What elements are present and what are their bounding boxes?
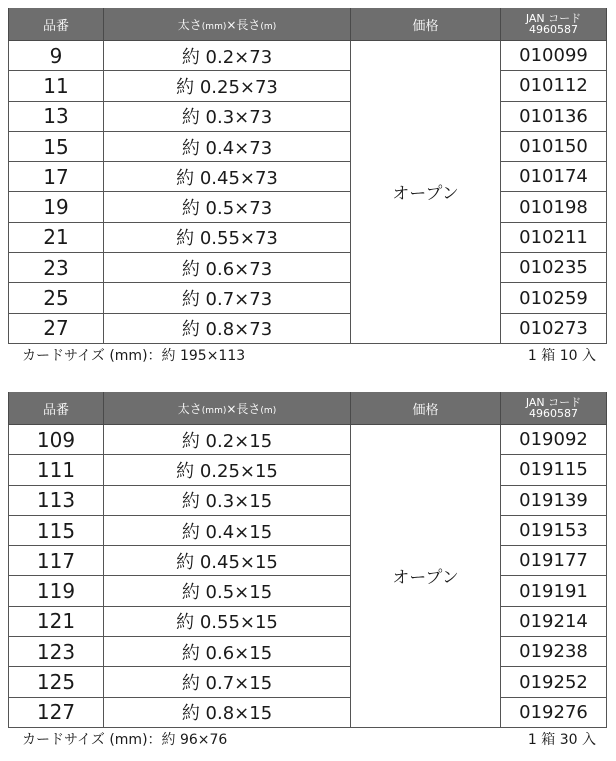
header-price: 価格	[351, 8, 501, 41]
price-cell: オープン	[351, 425, 501, 728]
size-cell: 約 0.4×73	[104, 131, 351, 161]
size-cell: 約 0.55×73	[104, 222, 351, 252]
jan-cell: 010198	[501, 192, 607, 222]
size-cell: 約 0.5×73	[104, 192, 351, 222]
jan-cell: 019177	[501, 546, 607, 576]
table-row	[9, 101, 607, 131]
code-cell: 25	[9, 283, 104, 313]
table-row	[9, 485, 607, 515]
spec-table	[8, 392, 607, 728]
table-row	[9, 576, 607, 606]
code-cell: 125	[9, 667, 104, 697]
pack-quantity-note: 1 箱 10 入	[527, 347, 596, 364]
table-footnote	[8, 344, 606, 368]
table-header-row	[9, 392, 607, 425]
jan-cell: 019252	[501, 667, 607, 697]
jan-cell: 019153	[501, 515, 607, 545]
jan-cell: 019276	[501, 697, 607, 727]
table-row	[9, 71, 607, 101]
jan-cell: 019115	[501, 455, 607, 485]
size-cell: 約 0.45×15	[104, 546, 351, 576]
table-row	[9, 606, 607, 636]
table-row	[9, 546, 607, 576]
header-size: 太さ(mm)×長さ(m)	[104, 8, 351, 41]
table-row	[9, 41, 607, 71]
header-price: 価格	[351, 392, 501, 425]
jan-cell: 019092	[501, 425, 607, 455]
code-cell: 127	[9, 697, 104, 727]
table-row	[9, 455, 607, 485]
jan-cell: 010136	[501, 101, 607, 131]
table-row	[9, 162, 607, 192]
size-cell: 約 0.6×15	[104, 637, 351, 667]
code-cell: 109	[9, 425, 104, 455]
size-cell: 約 0.25×73	[104, 71, 351, 101]
code-cell: 111	[9, 455, 104, 485]
code-cell: 121	[9, 606, 104, 636]
size-cell: 約 0.7×15	[104, 667, 351, 697]
header-jan: JAN コード 4960587	[501, 392, 607, 425]
size-cell: 約 0.5×15	[104, 576, 351, 606]
jan-cell: 019191	[501, 576, 607, 606]
header-size: 太さ(mm)×長さ(m)	[104, 392, 351, 425]
table-row	[9, 313, 607, 343]
jan-cell: 010273	[501, 313, 607, 343]
code-cell: 123	[9, 637, 104, 667]
size-cell: 約 0.25×15	[104, 455, 351, 485]
code-cell: 17	[9, 162, 104, 192]
size-cell: 約 0.8×15	[104, 697, 351, 727]
size-cell: 約 0.8×73	[104, 313, 351, 343]
code-cell: 23	[9, 253, 104, 283]
card-size-note: カードサイズ (mm)：約 96×76	[22, 731, 228, 748]
code-cell: 19	[9, 192, 104, 222]
size-cell: 約 0.2×15	[104, 425, 351, 455]
code-cell: 15	[9, 131, 104, 161]
table-row	[9, 283, 607, 313]
spec-table	[8, 8, 607, 344]
code-cell: 117	[9, 546, 104, 576]
code-cell: 115	[9, 515, 104, 545]
table-row	[9, 637, 607, 667]
header-code: 品番	[9, 8, 104, 41]
jan-cell: 010174	[501, 162, 607, 192]
jan-cell: 019238	[501, 637, 607, 667]
code-cell: 9	[9, 41, 104, 71]
jan-cell: 010235	[501, 253, 607, 283]
spec-block-1	[8, 8, 606, 368]
jan-cell: 010099	[501, 41, 607, 71]
table-row	[9, 222, 607, 252]
jan-cell: 010112	[501, 71, 607, 101]
table-row	[9, 131, 607, 161]
code-cell: 21	[9, 222, 104, 252]
header-jan: JAN コード 4960587	[501, 8, 607, 41]
size-cell: 約 0.4×15	[104, 515, 351, 545]
size-cell: 約 0.2×73	[104, 41, 351, 71]
size-cell: 約 0.6×73	[104, 253, 351, 283]
code-cell: 13	[9, 101, 104, 131]
table-row	[9, 515, 607, 545]
header-code: 品番	[9, 392, 104, 425]
card-size-note: カードサイズ (mm)：約 195×113	[22, 347, 246, 364]
table-row	[9, 192, 607, 222]
jan-cell: 010259	[501, 283, 607, 313]
table-row	[9, 425, 607, 455]
table-footnote	[8, 728, 606, 752]
table-header-row	[9, 8, 607, 41]
size-cell: 約 0.7×73	[104, 283, 351, 313]
pack-quantity-note: 1 箱 30 入	[527, 731, 596, 748]
table-row	[9, 667, 607, 697]
table-row	[9, 253, 607, 283]
code-cell: 11	[9, 71, 104, 101]
size-cell: 約 0.3×73	[104, 101, 351, 131]
price-cell: オープン	[351, 41, 501, 344]
jan-cell: 010211	[501, 222, 607, 252]
code-cell: 113	[9, 485, 104, 515]
spec-block-2	[8, 392, 606, 752]
jan-cell: 019139	[501, 485, 607, 515]
size-cell: 約 0.55×15	[104, 606, 351, 636]
jan-cell: 019214	[501, 606, 607, 636]
size-cell: 約 0.3×15	[104, 485, 351, 515]
table-row	[9, 697, 607, 727]
code-cell: 27	[9, 313, 104, 343]
size-cell: 約 0.45×73	[104, 162, 351, 192]
code-cell: 119	[9, 576, 104, 606]
jan-cell: 010150	[501, 131, 607, 161]
